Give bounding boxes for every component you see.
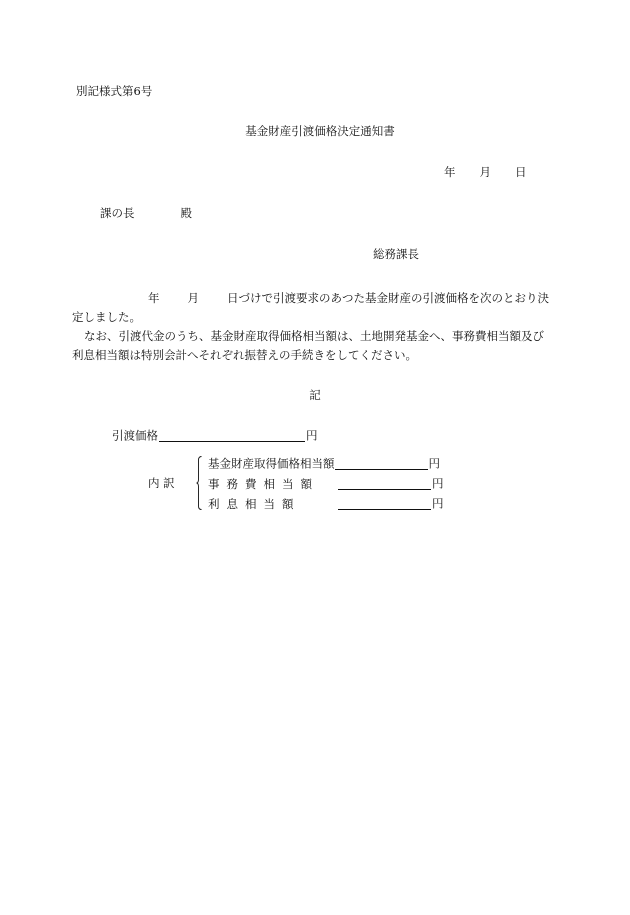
breakdown-item-unit: 円 — [432, 476, 444, 491]
breakdown-blank-line — [338, 478, 431, 490]
body-month: 月 — [187, 291, 199, 305]
breakdown-item — [208, 478, 444, 490]
addressee — [100, 208, 192, 220]
body-paragraph-1-text: 日づけで引渡要求のあつた基金財産の引渡価格を次のとおり決定しました。 — [72, 291, 549, 324]
date-day: 日 — [515, 165, 527, 179]
breakdown-blank-line — [335, 458, 428, 470]
date-month: 月 — [479, 165, 491, 179]
body-paragraph-2: なお、引渡代金のうち、基金財産取得価格相当額は、土地開発基金へ、事務費相当額及び利息相当額は特別会計へそれぞれ振替えの手続きをしてください。 — [72, 329, 544, 362]
document-title: 基金財産引渡価格決定通知書 — [245, 124, 395, 138]
breakdown-item-label: 利息相当額 — [208, 496, 301, 511]
form-number: 別記様式第6号 — [76, 84, 153, 98]
breakdown-item — [208, 498, 444, 510]
breakdown-item-unit: 円 — [432, 496, 444, 511]
breakdown-blank-line — [338, 498, 431, 510]
date-year: 年 — [444, 165, 456, 179]
price-label: 引渡価格 — [112, 428, 158, 443]
brace-icon — [196, 456, 202, 510]
breakdown-item-unit: 円 — [428, 456, 440, 471]
body-paragraph-1 — [72, 289, 550, 327]
price-unit: 円 — [306, 428, 318, 443]
body-year: 年 — [148, 291, 160, 305]
price-row — [112, 430, 318, 442]
ki-heading: 記 — [309, 388, 321, 402]
price-blank-line — [159, 430, 305, 442]
breakdown-item — [208, 458, 440, 470]
addressee-name: 課の長 — [100, 206, 135, 220]
sender: 総務課長 — [373, 247, 419, 261]
addressee-honorific: 殿 — [180, 206, 192, 220]
date-line — [444, 167, 527, 179]
breakdown-label: 内 訳 — [148, 476, 175, 490]
breakdown-item-label: 事務費相当額 — [208, 476, 319, 491]
body-text — [72, 289, 550, 365]
breakdown-item-label: 基金財産取得価格相当額 — [208, 456, 335, 471]
